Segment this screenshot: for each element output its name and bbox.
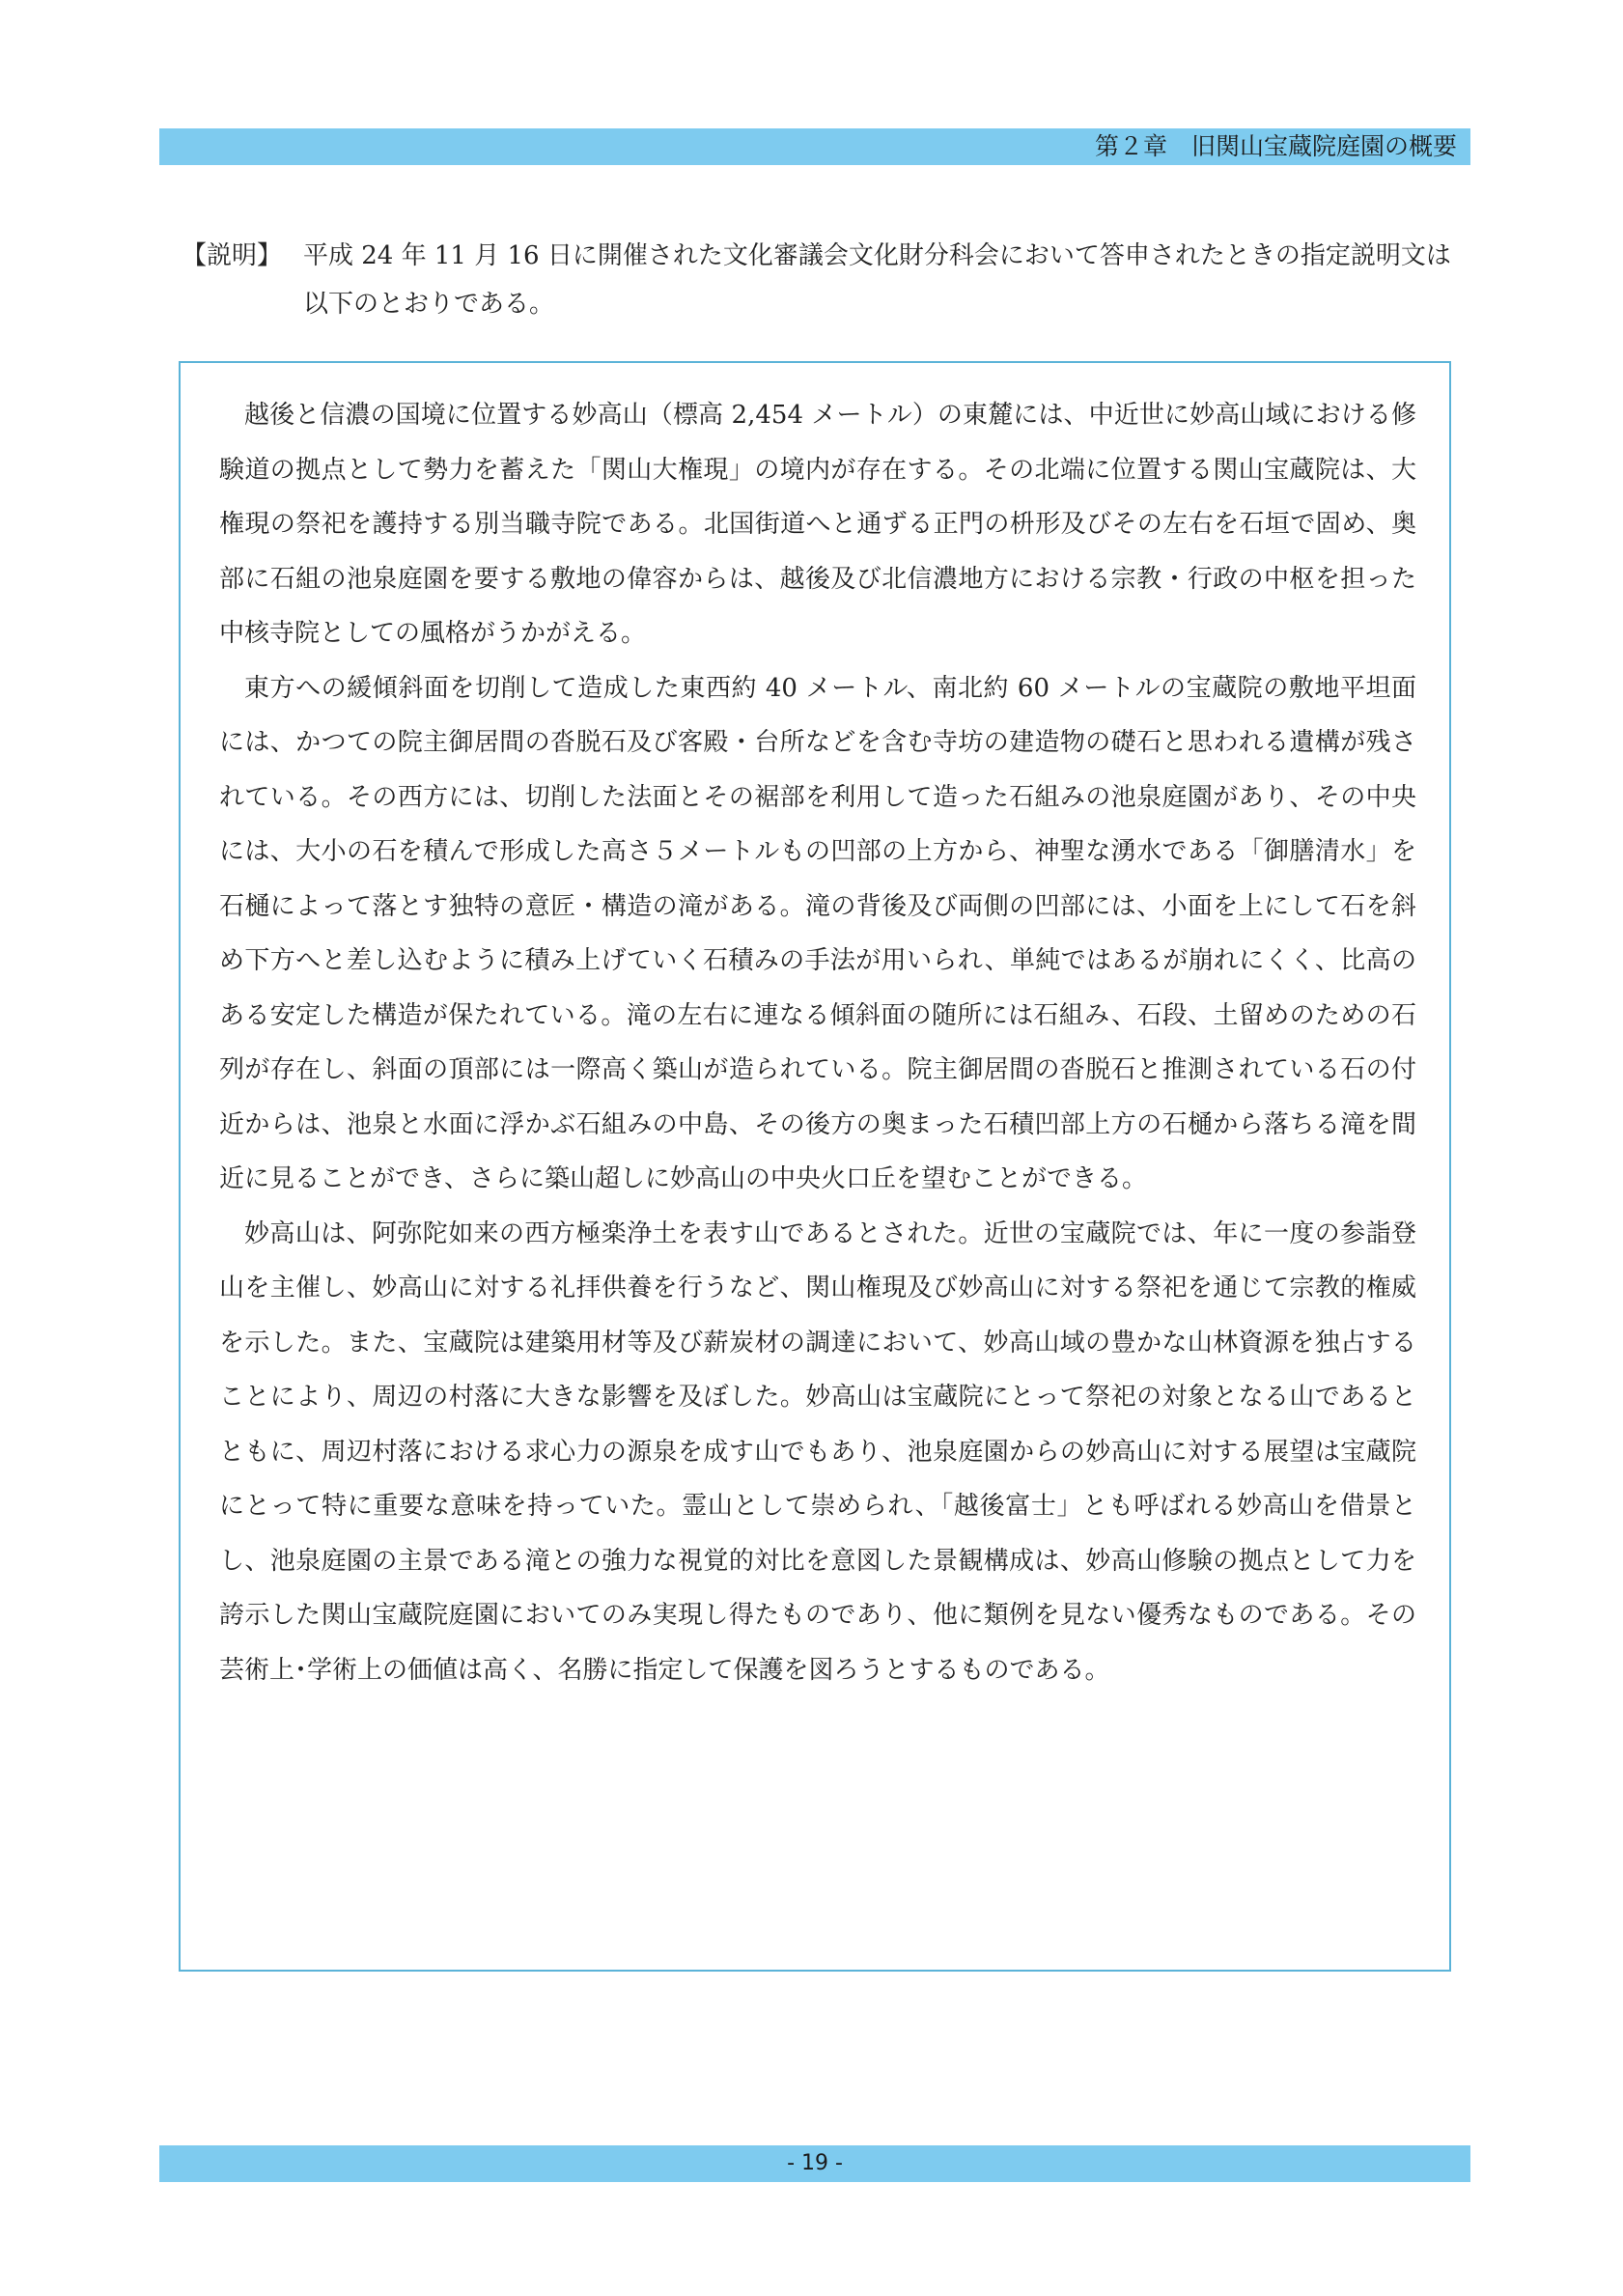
page-footer-bar bbox=[159, 2145, 1470, 2182]
explanation-text: 平成 24 年 11 月 16 日に開催された文化審議会文化財分科会において答申されたときの指定説明文は以下のとおりである。 bbox=[303, 241, 1451, 319]
explanation-label: 【説明】 bbox=[182, 241, 283, 270]
designation-text-box bbox=[179, 361, 1451, 1972]
chapter-title: 第２章 旧関山宝蔵院庭園の概要 bbox=[1094, 132, 1457, 160]
paragraph: 妙高山は、阿弥陀如来の西方極楽浄土を表す山であるとされた。近世の宝蔵院では、年に一度の参詣登山を主催し、妙高山に対する礼拝供養を行うなど、関山権現及び妙高山に対する祭祀を通じて宗教的権威を示した。また、宝蔵院は建築用材等及び薪炭材の調達において、妙高山域の豊かな山林資源を独占することにより、周辺の村落に大きな影響を及ぼした。妙高山は宝蔵院にとって祭祀の対象となる山であるとともに、周辺村落における求心力の源泉を成す山でもあり、池泉庭園からの妙高山に対する展望は宝蔵院にとって特に重要な意味を持っていた。霊山として崇められ、「越後富士」とも呼ばれる妙高山を借景とし、池泉庭園の主景である滝との強力な視覚的対比を意図した景観構成は、妙高山修験の拠点として力を誇示した関山宝蔵院庭園においてのみ実現し得たものであり、他に類例を見ない優秀なものである。その芸術上･学術上の価値は高く、名勝に指定して保護を図ろうとするものである。 bbox=[219, 1218, 1416, 1685]
page-number: - 19 - bbox=[787, 2151, 843, 2175]
paragraph: 東方への緩傾斜面を切削して造成した東西約 40 メートル、南北約 60 メートルの宝蔵院の敷地平坦面には、かつての院主御居間の沓脱石及び客殿・台所などを含む寺坊の建造物の礎石と思われる遺構が残されている。その西方には、切削した法面とその裾部を利用して造った石組みの池泉庭園があり、その中央には、大小の石を積んで形成した高さ５メートルもの凹部の上方から、神聖な湧水である「御膳清水」を石樋によって落とす独特の意匠・構造の滝がある。滝の背後及び両側の凹部には、小面を上にして石を斜め下方へと差し込むように積み上げていく石積みの手法が用いられ、単純ではあるが崩れにくく、比高のある安定した構造が保たれている。滝の左右に連なる傾斜面の随所には石組み、石段、土留めのための石列が存在し、斜面の頂部には一際高く築山が造られている。院主御居間の沓脱石と推測されている石の付近からは、池泉と水面に浮かぶ石組みの中島、その後方の奥まった石積凹部上方の石樋から落ちる滝を間近に見ることができ、さらに築山超しに妙高山の中央火口丘を望むことができる。 bbox=[219, 673, 1416, 1193]
explanation-section bbox=[182, 232, 1456, 328]
paragraph: 越後と信濃の国境に位置する妙高山（標高 2,454 メートル）の東麓には、中近世に妙高山域における修験道の拠点として勢力を蓄えた「関山大権現」の境内が存在する。その北端に位置する関山宝蔵院は、大権現の祭祀を護持する別当職寺院である。北国街道へと通ずる正門の枡形及びその左右を石垣で固め、奥部に石組の池泉庭園を要する敷地の偉容からは、越後及び北信濃地方における宗教・行政の中枢を担った中核寺院としての風格がうかがえる。 bbox=[219, 401, 1416, 648]
chapter-header-bar bbox=[159, 128, 1470, 165]
designation-text bbox=[219, 388, 1416, 1697]
